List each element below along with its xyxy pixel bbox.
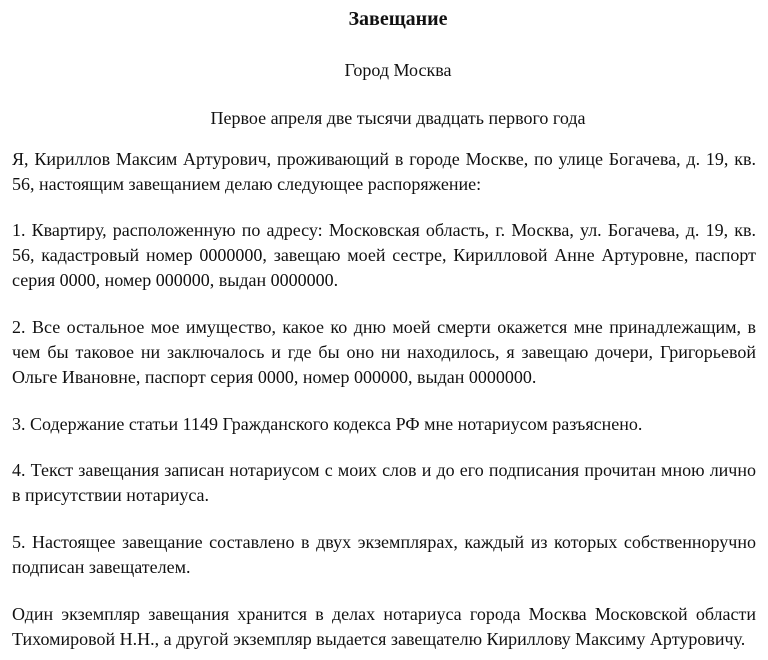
document-date: Первое апреля две тысячи двадцать первого года bbox=[210, 108, 586, 128]
clause-2-paragraph: 2. Все остальное мое имущество, какое ко дню моей смерти окажется мне принадлежащим, в чем бы таковое ни заключалось и где бы оно ни находилось, я завещаю дочери, Григорьевой Ольге Ивановне, паспорт серия 0000, номер 000000, выдан 0000000. bbox=[12, 317, 756, 387]
document-city: Город Москва bbox=[344, 60, 452, 80]
document-page bbox=[0, 6, 768, 660]
clause-4-paragraph: 4. Текст завещания записан нотариусом с моих слов и до его подписания прочитан мною лично в присутствии нотариуса. bbox=[12, 460, 756, 505]
clause-3-paragraph: 3. Содержание статьи 1149 Гражданского кодекса РФ мне нотариусом разъяснено. bbox=[12, 414, 643, 434]
closing-paragraph: Один экземпляр завещания хранится в делах нотариуса города Москва Московской области Тихомировой Н.Н., а другой экземпляр выдается завещателю Кириллову Максиму Артуровичу. bbox=[12, 604, 756, 649]
clause-1-paragraph: 1. Квартиру, расположенную по адресу: Московская область, г. Москва, ул. Богачева, д. 19, кв. 56, кадастровый номер 0000000, завещаю моей сестре, Кирилловой Анне Артуровне, паспорт серия 0000, номер 000000, выдан 0000000. bbox=[12, 220, 756, 290]
clause-5-paragraph: 5. Настоящее завещание составлено в двух экземплярах, каждый из которых собственноручно подписан завещателем. bbox=[12, 532, 756, 577]
intro-paragraph: Я, Кириллов Максим Артурович, проживающий в городе Москве, по улице Богачева, д. 19, кв. 56, настоящим завещанием делаю следующее распоряжение: bbox=[12, 149, 756, 194]
document-title: Завещание bbox=[348, 8, 448, 30]
